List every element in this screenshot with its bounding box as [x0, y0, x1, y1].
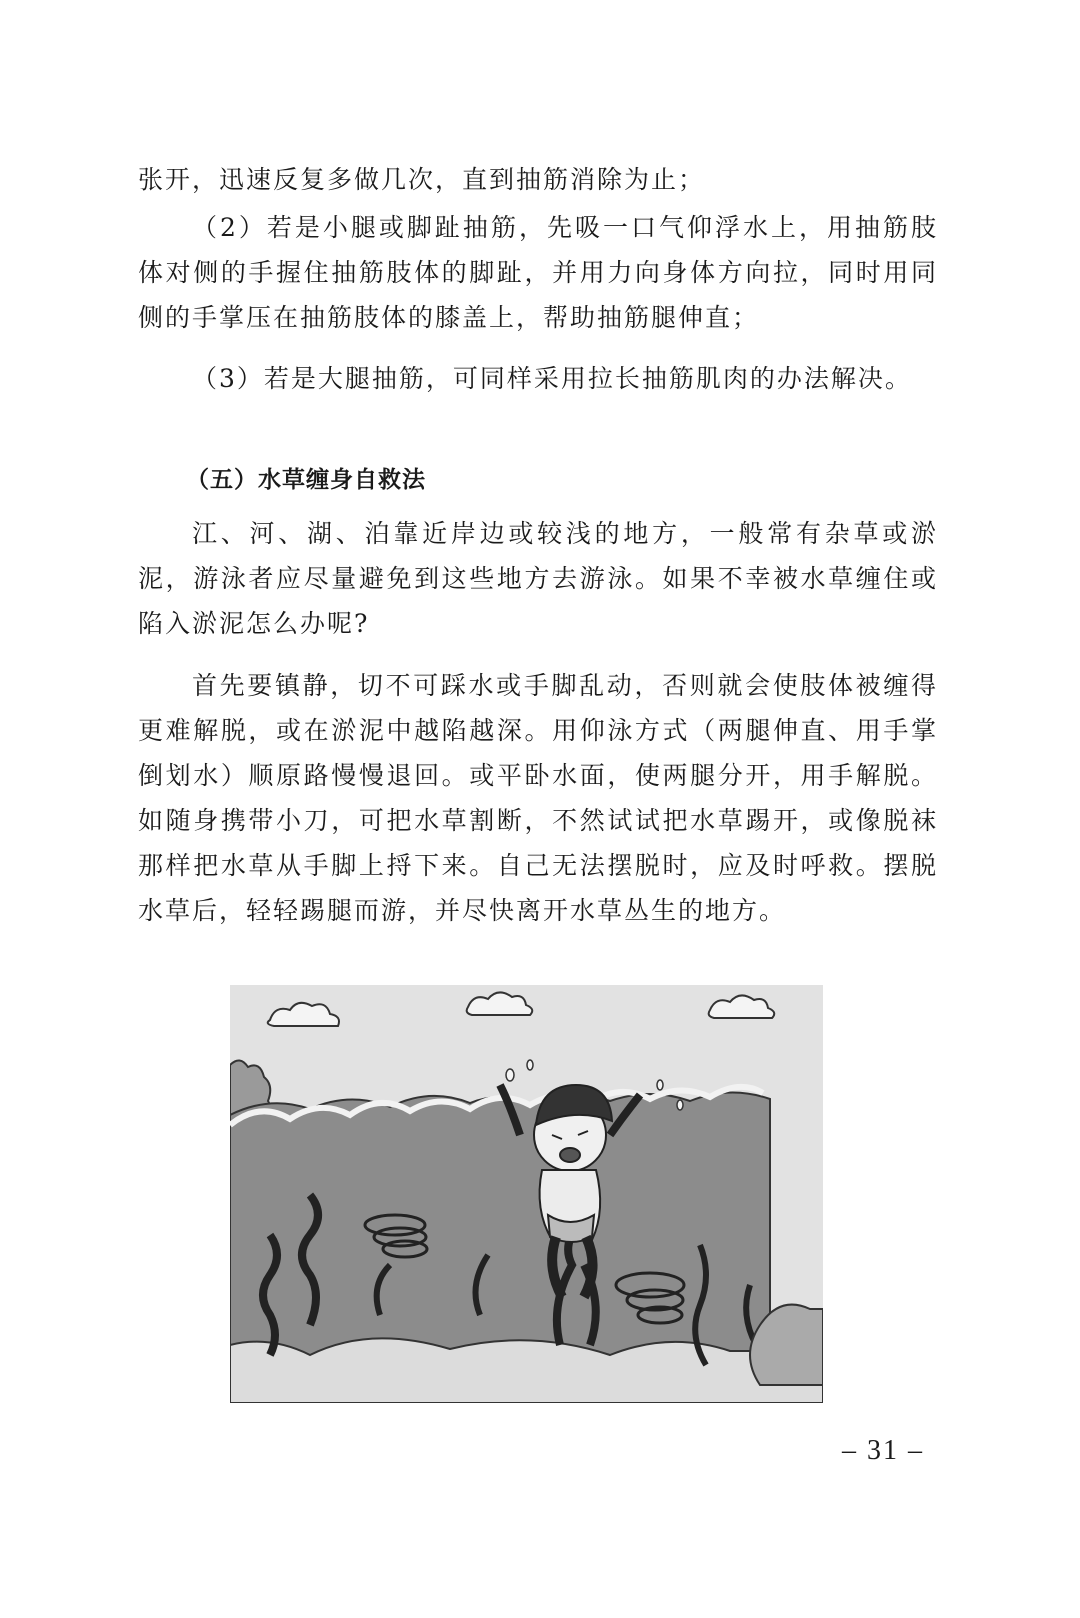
continuation-paragraph: 张开，迅速反复多做几次，直到抽筋消除为止；	[138, 165, 706, 194]
advice-paragraph: 首先要镇静，切不可踩水或手脚乱动，否则就会使肢体被缠得更难解脱，或在淤泥中越陷越深。用仰泳方式（两腿伸直、用手掌倒划水）顺原路慢慢退回。或平卧水面，使两腿分开，用手解脱。如随身携带小刀，可把水草割断，不然试试把水草踢开，或像脱袜那样把水草从手脚上捋下来。自己无法摆脱时，应及时呼救。摆脱水草后，轻轻踢腿而游，并尽快离开水草丛生的地方。	[138, 671, 938, 925]
item-2-paragraph: （2）若是小腿或脚趾抽筋，先吸一口气仰浮水上，用抽筋肢体对侧的手握住抽筋肢体的脚趾，并用力向身体方向拉，同时用同侧的手掌压在抽筋肢体的膝盖上，帮助抽筋腿伸直；	[138, 213, 938, 332]
intro-paragraph: 江、河、湖、泊靠近岸边或较浅的地方，一般常有杂草或淤泥，游泳者应尽量避免到这些地方去游泳。如果不幸被水草缠住或陷入淤泥怎么办呢?	[138, 519, 938, 638]
section-heading: （五）水草缠身自救法	[186, 467, 426, 493]
page-number: – 31 –	[842, 1435, 924, 1466]
drowning-child-illustration	[230, 985, 823, 1403]
item-3-paragraph: （3）若是大腿抽筋，可同样采用拉长抽筋肌肉的办法解决。	[192, 364, 912, 393]
